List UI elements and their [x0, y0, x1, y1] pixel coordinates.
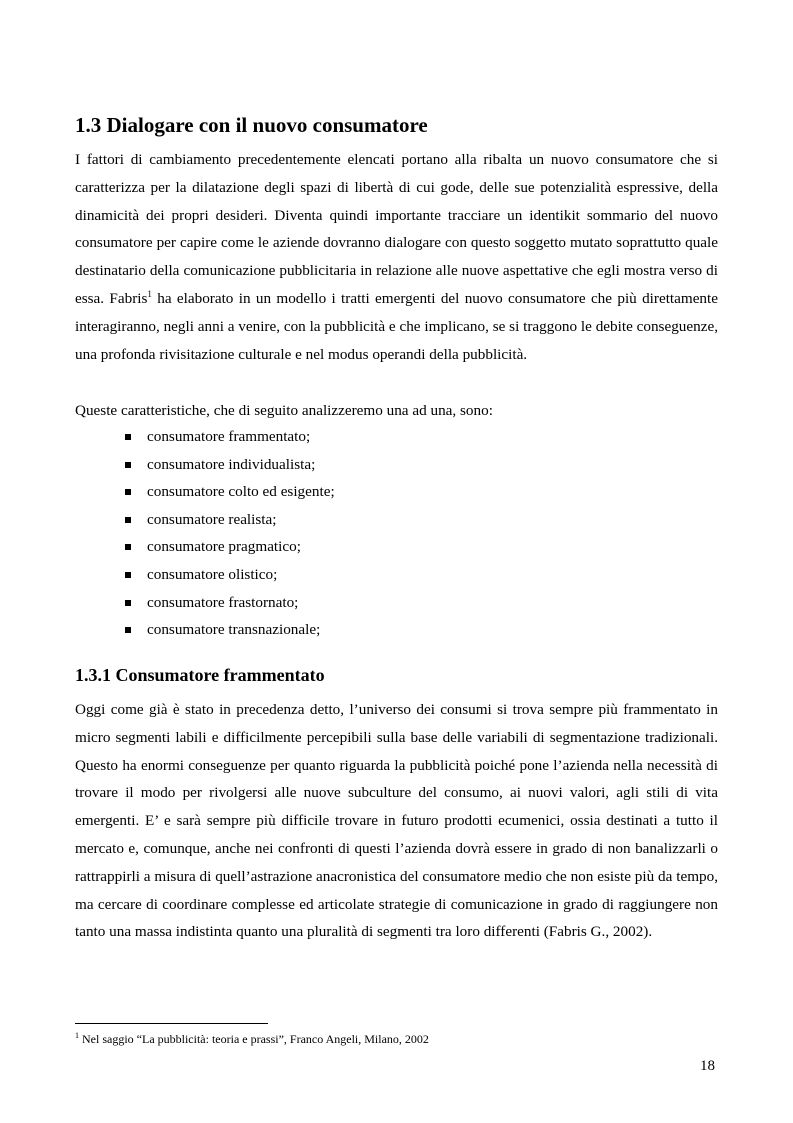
list-item-text: consumatore colto ed esigente;	[147, 483, 335, 501]
page-number: 18	[700, 1058, 715, 1074]
footnote-divider	[75, 1023, 268, 1024]
subsection-title: 1.3.1 Consumatore frammentato	[75, 665, 325, 685]
list-item-text: consumatore olistico;	[147, 565, 278, 583]
bullet-icon	[125, 544, 131, 550]
list-item	[120, 423, 335, 451]
list-item	[120, 506, 335, 534]
subsection-paragraph: Oggi come già è stato in precedenza detto, l’universo dei consumi si trova sempre più frammentato in micro segmenti labili e difficilmente percepibili sulla base delle variabili di segmentazione tradizionali. Questo ha enormi conseguenze per quanto riguarda la pubblicità poiché pone l’azienda nella necessità di trovare il modo per rivolgersi alle nuove subculture del consumo, ai nuovi valori, agli stili di vita emergenti. E’ e sarà sempre più difficile trovare in futuro prodotti ecumenici, ossia destinati a tutto il mercato e, comunque, anche nei confronti di questi l’azienda dovrà essere in grado di non banalizzarli o rattrappirli a misura di quell’astrazione anacronistica del consumatore medio che non esiste più da tempo, ma cercare di coordinare complesse ed articolate strategie di comunicazione in grado di raggiungere non tanto una massa indistinta quanto una pluralità di segmenti tra loro differenti (Fabris G., 2002).	[75, 701, 718, 941]
footnote-reference: 1	[147, 288, 152, 299]
intro-paragraph	[75, 146, 718, 368]
list-item	[120, 451, 335, 479]
list-item	[120, 533, 335, 561]
bullet-icon	[125, 489, 131, 495]
footnote-text: Nel saggio “La pubblicità: teoria e prassi”, Franco Angeli, Milano, 2002	[79, 1032, 429, 1046]
bullet-icon	[125, 462, 131, 468]
list-item-text: consumatore pragmatico;	[147, 538, 301, 556]
list-item	[120, 589, 335, 617]
footnote-number: 1	[75, 1031, 79, 1040]
list-item-text: consumatore realista;	[147, 510, 277, 528]
footnote	[75, 1031, 429, 1047]
consumer-traits-list	[120, 423, 335, 644]
bullet-icon	[125, 517, 131, 523]
section-title: 1.3 Dialogare con il nuovo consumatore	[75, 113, 428, 137]
list-item	[120, 616, 335, 644]
list-intro-paragraph: Queste caratteristiche, che di seguito analizzeremo una ad una, sono:	[75, 402, 493, 419]
list-item-text: consumatore individualista;	[147, 455, 316, 473]
bullet-icon	[125, 572, 131, 578]
list-item-text: consumatore frastornato;	[147, 593, 299, 611]
bullet-icon	[125, 434, 131, 440]
intro-text-part-2: ha elaborato in un modello i tratti emergenti del nuovo consumatore che più direttamente interagiranno, negli anni a venire, con la pubblicità e che implicano, se si traggono le debite conseguenze, una profonda rivisitazione culturale e nel modus operandi della pubblicità.	[75, 289, 718, 363]
list-item	[120, 561, 335, 589]
list-item-text: consumatore transnazionale;	[147, 621, 321, 639]
intro-text-part-1: I fattori di cambiamento precedentemente elencati portano alla ribalta un nuovo consumatore che si caratterizza per la dilatazione degli spazi di libertà di cui gode, delle sue potenzialità espressive, della dinamicità dei propri desideri. Diventa quindi importante tracciare un identikit sommario del nuovo consumatore per capire come le aziende dovranno dialogare con questo soggetto mutato soprattutto quale destinatario della comunicazione pubblicitaria in relazione alle nuove aspettative che egli mostra verso di essa. Fabris	[75, 151, 718, 307]
list-item	[120, 478, 335, 506]
bullet-icon	[125, 627, 131, 633]
bullet-icon	[125, 600, 131, 606]
list-item-text: consumatore frammentato;	[147, 428, 311, 445]
